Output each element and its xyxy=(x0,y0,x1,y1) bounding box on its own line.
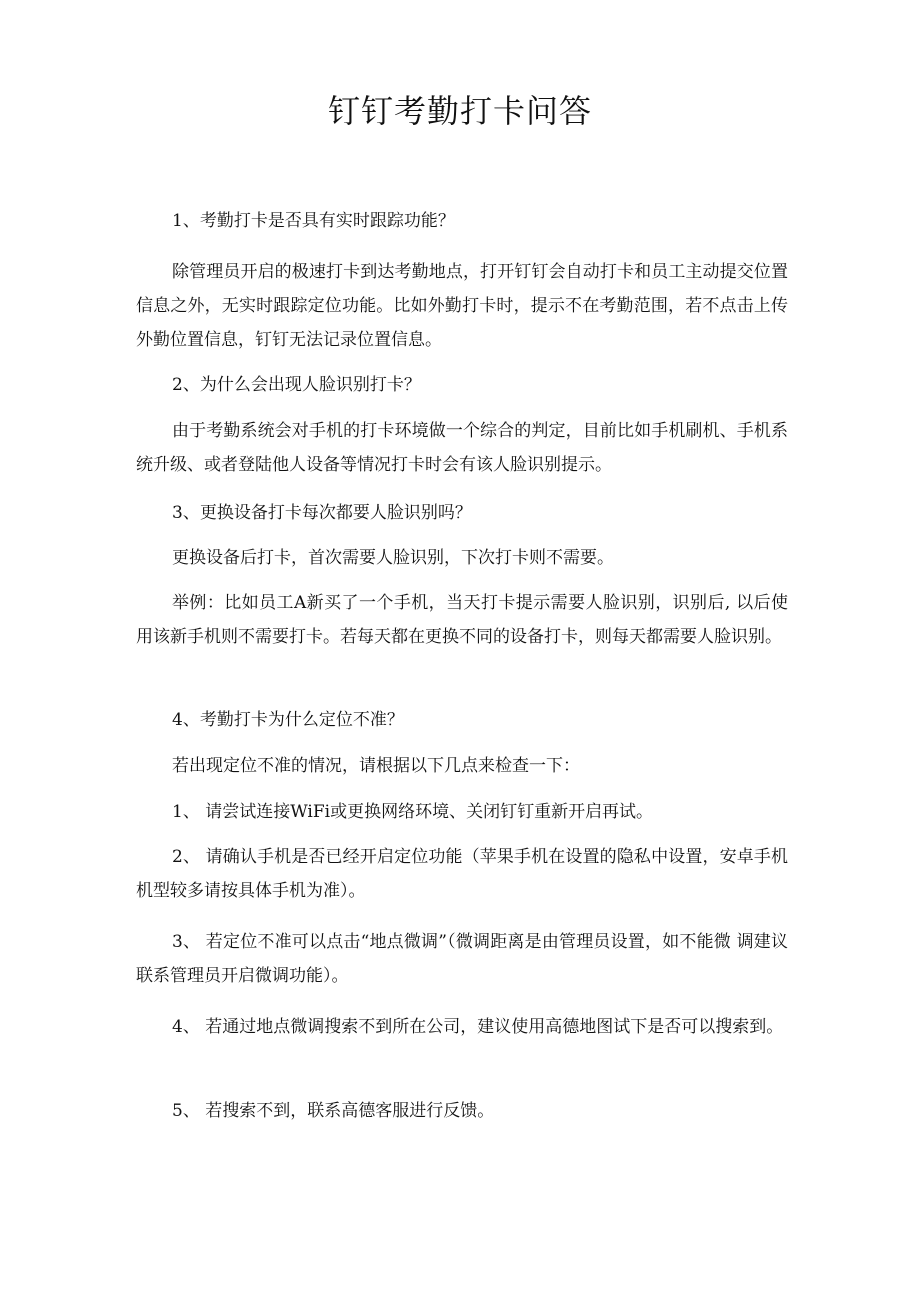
check-item-3: 3、 若定位不准可以点击“地点微调”（微调距离是由管理员设置，如不能微 调建议联系管理员开启微调功能）。 xyxy=(136,932,788,986)
answer-2: 由于考勤系统会对手机的打卡环境做一个综合的判定，目前比如手机刷机、手机系统升级、或者登陆他人设备等情况打卡时会有该人脸识别提示。 xyxy=(136,421,788,475)
answer-3: 更换设备后打卡，首次需要人脸识别，下次打卡则不需要。 xyxy=(172,548,614,568)
check-item-5: 5、 若搜索不到，联系高德客服进行反馈。 xyxy=(172,1101,495,1121)
question-2: 2、为什么会出现人脸识别打卡？ xyxy=(172,375,421,395)
check-item-1: 1、 请尝试连接WiFi或更换网络环境、关闭钉钉重新开启再试。 xyxy=(172,802,654,822)
check-item-4: 4、 若通过地点微调搜索不到所在公司，建议使用高德地图试下是否可以搜索到。 xyxy=(172,1017,784,1037)
answer-4-intro: 若出现定位不准的情况，请根据以下几点来检查一下： xyxy=(172,756,580,776)
page-title: 钉钉考勤打卡问答 xyxy=(327,92,592,130)
question-1: 1、考勤打卡是否具有实时跟踪功能？ xyxy=(172,211,455,231)
question-3: 3、更换设备打卡每次都要人脸识别吗？ xyxy=(172,503,472,523)
example-3: 举例：比如员工A新买了一个手机，当天打卡提示需要人脸识别，识别后, 以后使用该新手机则不需要打卡。若每天都在更换不同的设备打卡，则每天都需要人脸识别。 xyxy=(136,593,788,647)
question-4: 4、考勤打卡为什么定位不准？ xyxy=(172,710,404,730)
check-item-2: 2、 请确认手机是否已经开启定位功能（苹果手机在设置的隐私中设置，安卓手机机型较多请按具体手机为准）。 xyxy=(136,847,788,901)
answer-1: 除管理员开启的极速打卡到达考勤地点，打开钉钉会自动打卡和员工主动提交位置信息之外，无实时跟踪定位功能。比如外勤打卡时，提示不在考勤范围，若不点击上传外勤位置信息，钉钉无法记录位置信息。 xyxy=(136,262,788,350)
